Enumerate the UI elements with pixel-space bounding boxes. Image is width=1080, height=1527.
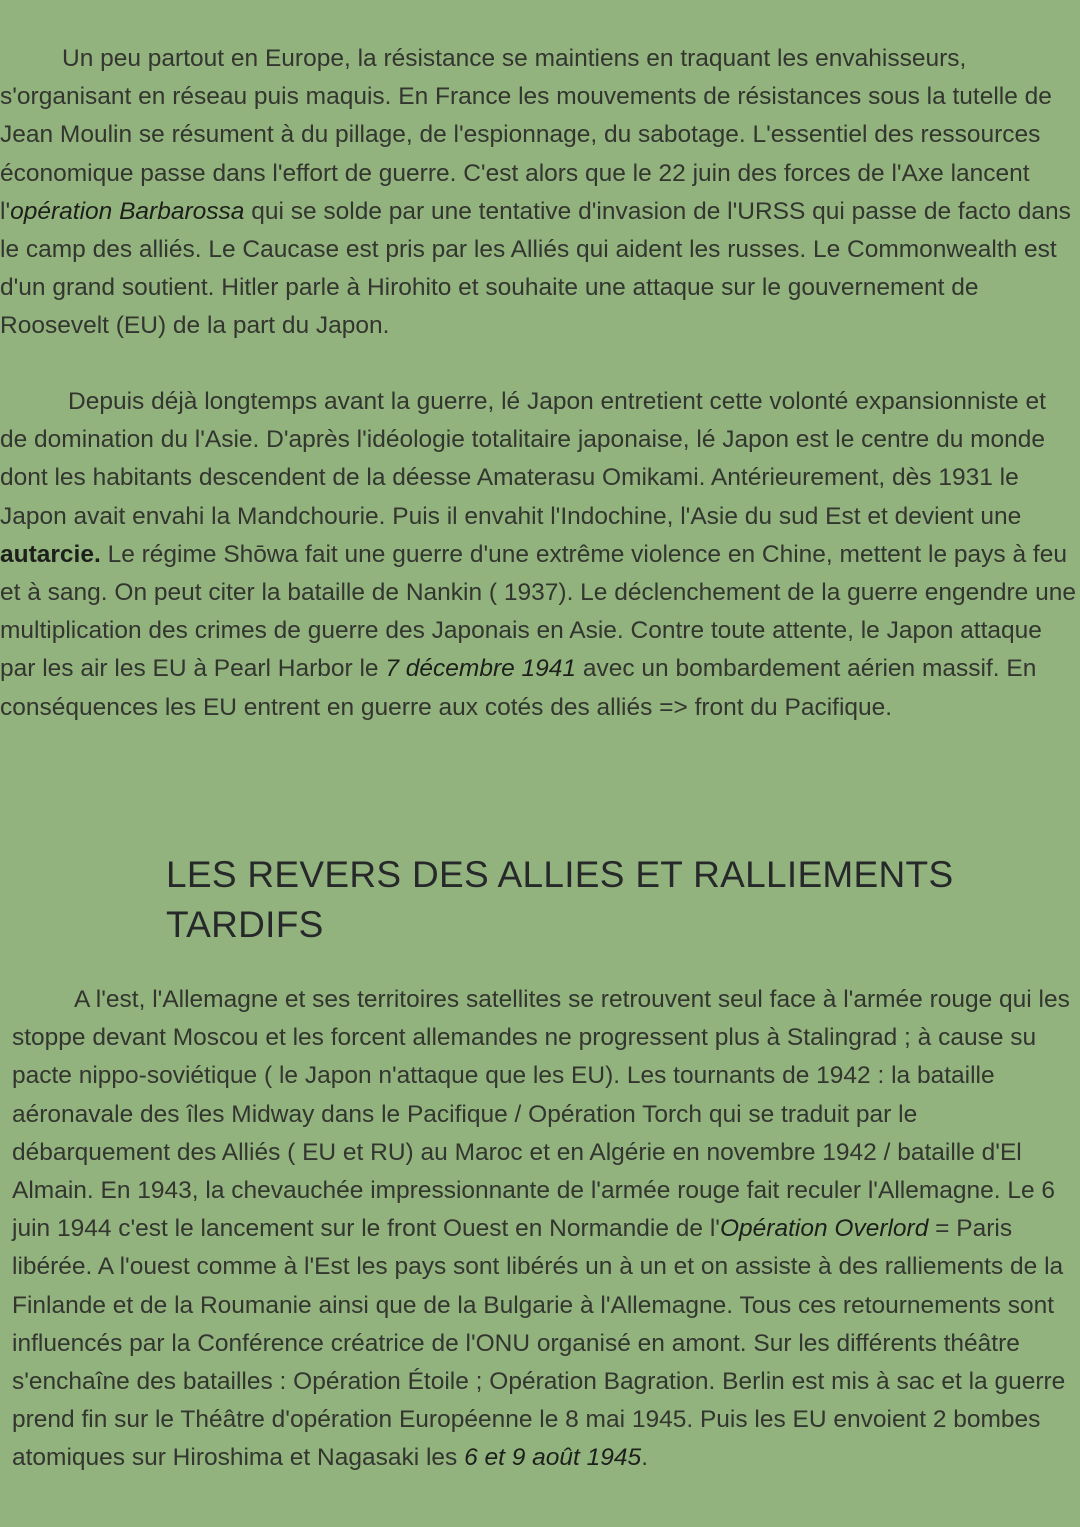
emphasis-autarcie: autarcie. bbox=[0, 540, 101, 568]
paragraph-text: avec un bombardement aérien massif. En conséquences les EU entrent en guerre aux cotés des alliés => front du Pacifique. bbox=[0, 655, 1037, 721]
emphasis-date-bombes: 6 et 9 août 1945 bbox=[464, 1444, 642, 1472]
paragraph-text: Depuis déjà longtemps avant la guerre, lé Japon entretient cette volonté expansionniste et de domination du l'Asie. D'après l'idéologie totalitaire japonaise, lé Japon est le centre du monde dont les habitants descendent de la déesse Amaterasu Omikami. Antérieurement, dès 1931 le Japon avait envahi la Mandchourie. Puis il envahit l'Indochine, l'Asie du sud Est et devient une bbox=[0, 388, 1046, 530]
paragraph-text: . bbox=[641, 1444, 648, 1472]
section-heading: LES REVERS DES ALLIES ET RALLIEMENTS TARDIFS bbox=[166, 854, 954, 945]
paragraph-text: A l'est, l'Allemagne et ses territoires satellites se retrouvent seul face à l'armée rouge qui les stoppe devant Moscou et les forcent allemandes ne progressent plus à Stalingrad ; à cause su pacte nippo-soviétique ( le Japon n'attaque que les EU). Les tournants de 1942 : la bataille aéronavale des îles Midway dans le Pacifique / Opération Torch qui se traduit par le débarquement des Alliés ( EU et RU) au Maroc et en Algérie en novembre 1942 / bataille d'El Almain. En 1943, la chevauchée impressionnante de l'armée rouge fait reculer l'Allemagne. Le 6 juin 1944 c'est le lancement sur le front Ouest en Normandie de l' bbox=[12, 986, 1070, 1243]
paragraph-text: Un peu partout en Europe, la résistance se maintiens en traquant les envahisseurs, s'organisant en réseau puis maquis. En France les mouvements de résistances sous la tutelle de Jean Moulin se résument à du pillage, de l'espionnage, du sabotage. L'essentiel des ressources économique passe dans l'effort de guerre. C'est alors que le 22 juin des forces de l'Axe lancent l' bbox=[0, 45, 1052, 225]
emphasis-date-pearl-harbor: 7 décembre 1941 bbox=[385, 655, 577, 683]
emphasis-overlord: Opération Overlord bbox=[720, 1215, 929, 1243]
paragraph-text: = Paris libérée. A l'ouest comme à l'Est les pays sont libérés un à un et on assiste à des ralliements de la Finlande et de la Roumanie ainsi que de la Bulgarie à l'Allemagne. Tous ces retournements sont influencés par la Conférence créatrice de l'ONU organisé en amont. Sur les différents théâtre s'enchaîne des batailles : Opération Étoile ; Opération Bagration. Berlin est mis à sac et la guerre prend fin sur le Théâtre d'opération Européenne le 8 mai 1945. Puis les EU envoient 2 bombes atomiques sur Hiroshima et Nagasaki les bbox=[12, 1215, 1066, 1472]
paragraph-japon bbox=[0, 383, 1076, 727]
paragraph-revers bbox=[12, 981, 1074, 1478]
paragraph-resistance bbox=[0, 40, 1072, 346]
paragraph-text: qui se solde par une tentative d'invasion de l'URSS qui passe de facto dans le camp des alliés. Le Caucase est pris par les Alliés qui aident les russes. Le Commonwealth est d'un grand soutient. Hitler parle à Hirohito et souhaite une attaque sur le gouvernement de Roosevelt (EU) de la part du Japon. bbox=[0, 197, 1071, 340]
emphasis-barbarossa: opération Barbarossa bbox=[10, 197, 245, 225]
paragraph-text: Le régime Shōwa fait une guerre d'une extrême violence en Chine, mettent le pays à feu et à sang. On peut citer la bataille de Nankin ( 1937). Le déclenchement de la guerre engendre une multiplication des crimes de guerre des Japonais en Asie. Contre toute attente, le Japon attaque par les air les EU à Pearl Harbor le bbox=[0, 540, 1076, 683]
